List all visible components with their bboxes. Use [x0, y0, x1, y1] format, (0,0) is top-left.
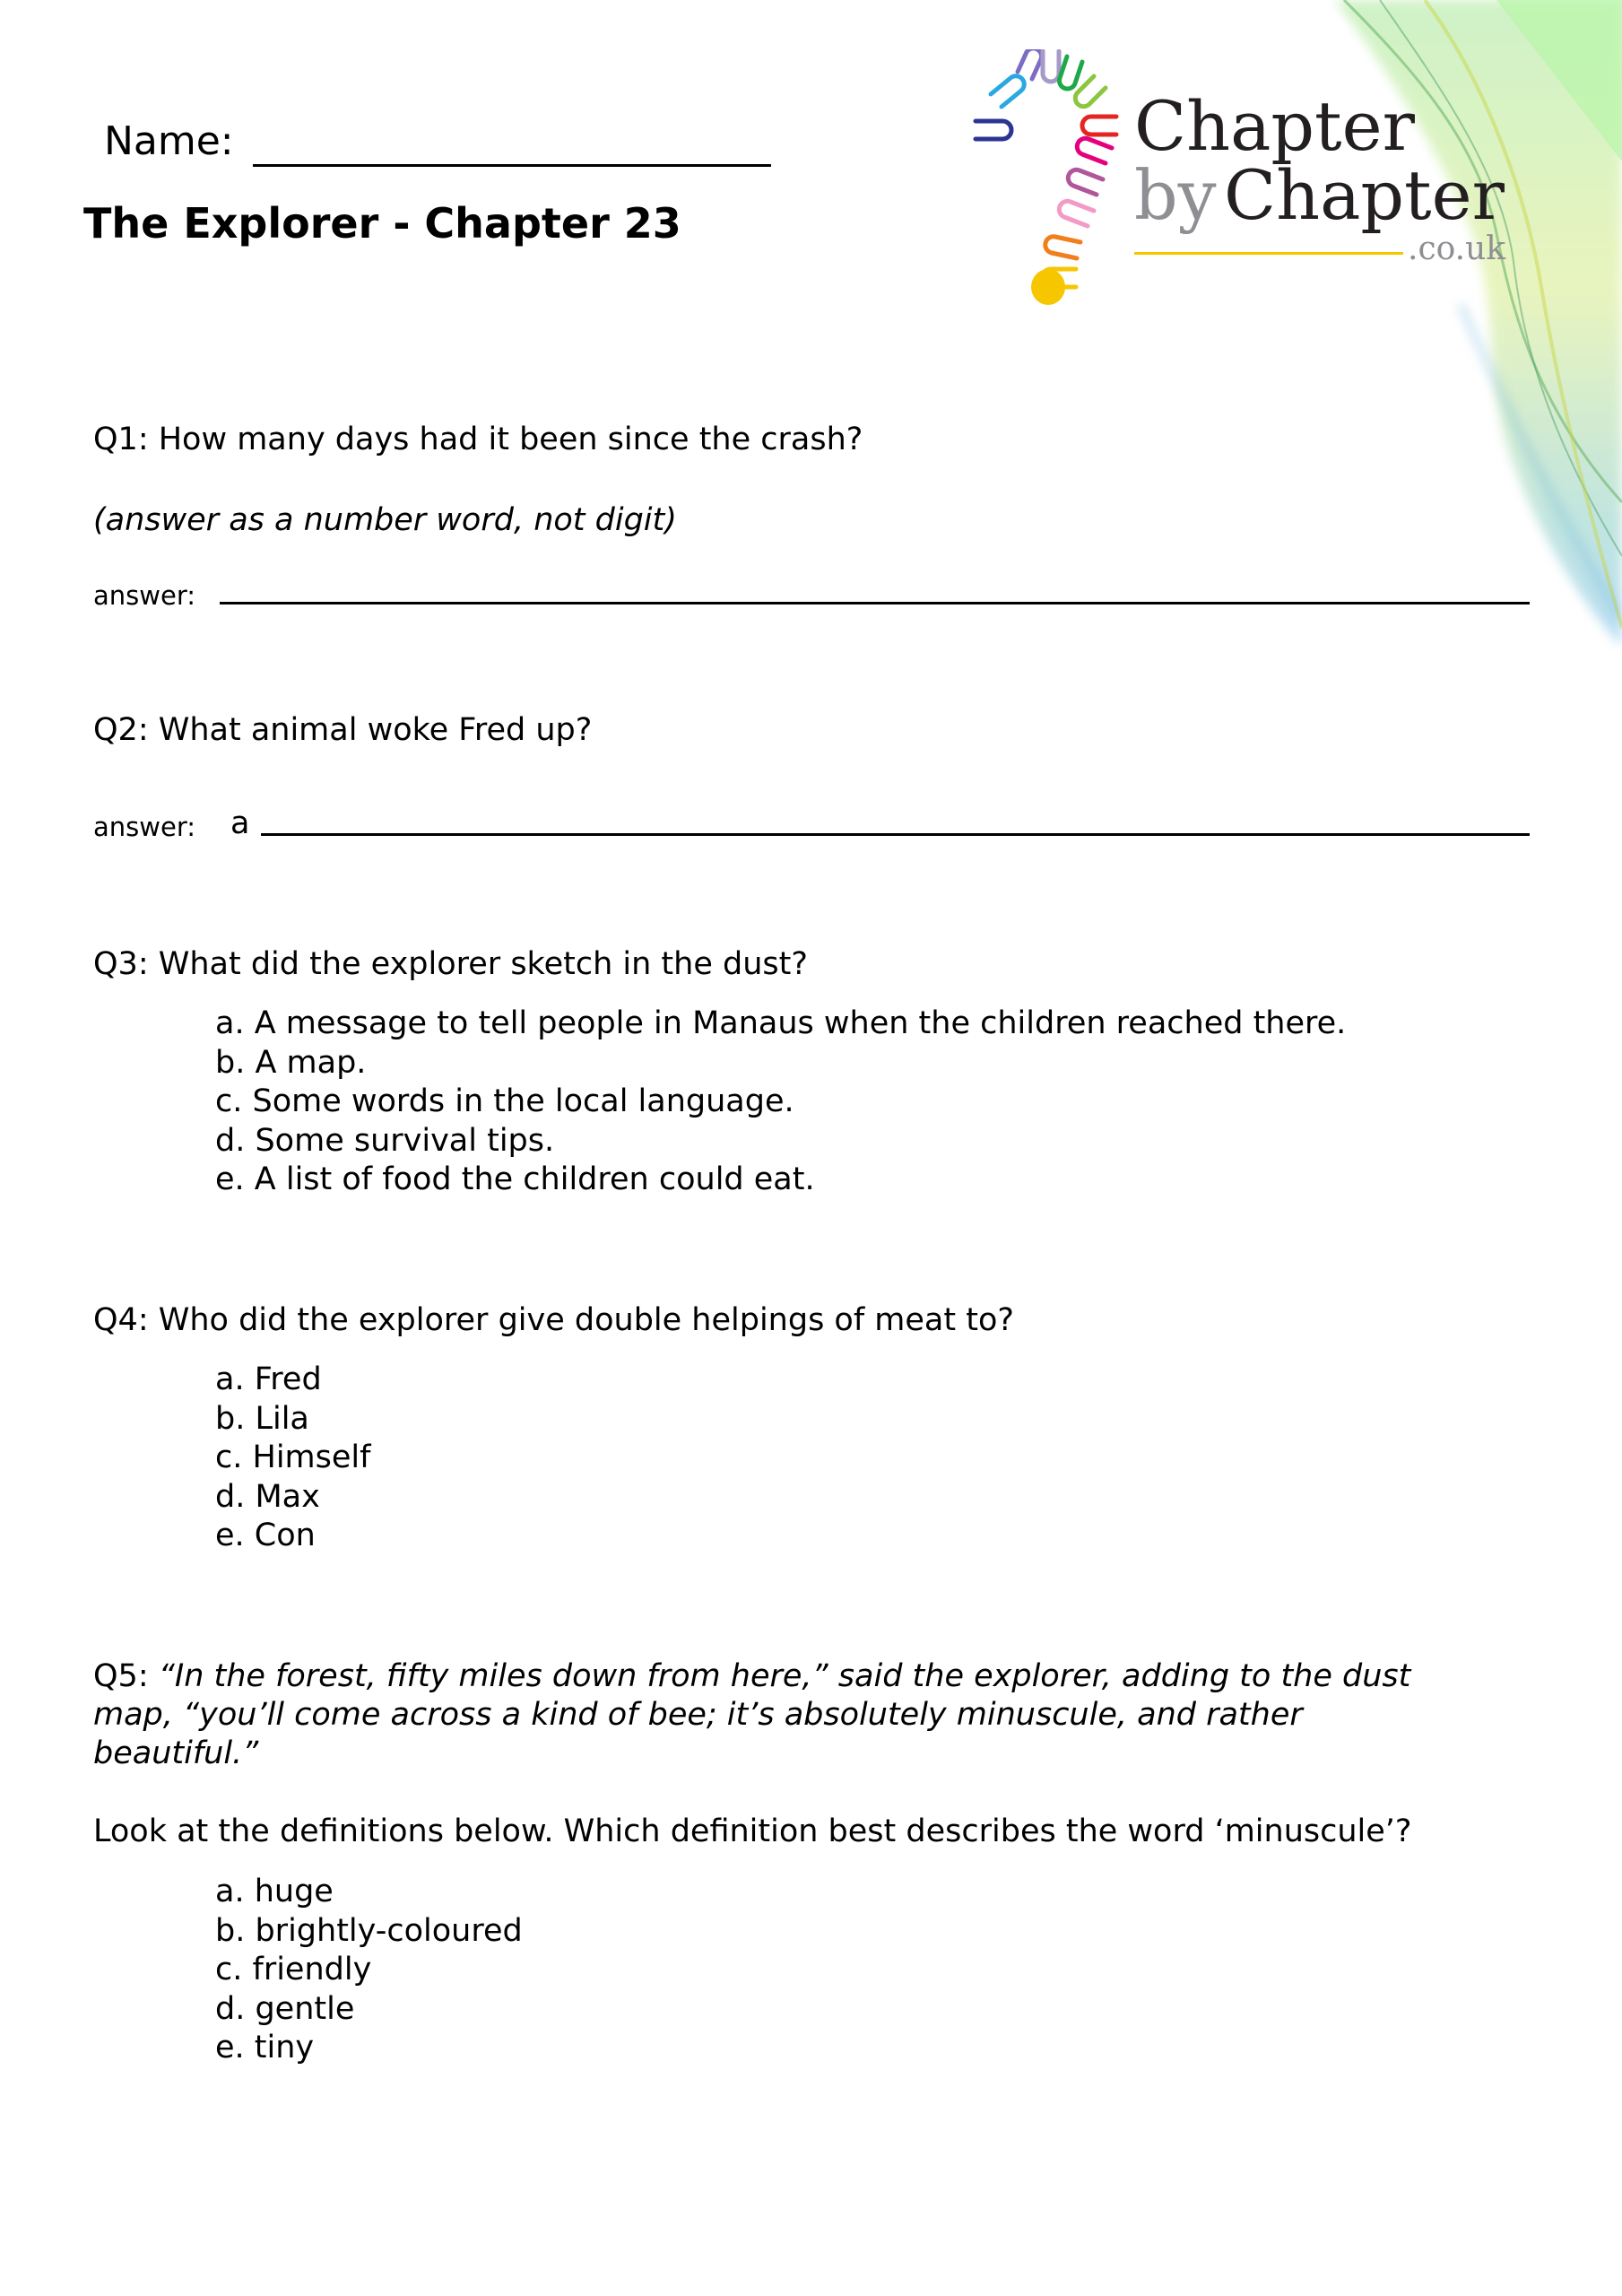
q1-answer-label: answer: — [93, 580, 196, 611]
q2-answer-prefix: a — [230, 805, 250, 841]
q5-quote-line-2: map, “you’ll come across a kind of bee; it’s absolutely minuscule, and rather — [93, 1697, 1303, 1733]
q5-option-a[interactable]: a. huge — [215, 1874, 334, 1909]
q3-label: Q3: What did the explorer sketch in the dust? — [93, 946, 808, 982]
q4-option-c[interactable]: c. Himself — [215, 1439, 371, 1475]
logo-dot — [1031, 269, 1065, 305]
logo-domain: .co.uk — [1408, 230, 1506, 267]
q5-option-d[interactable]: d. gentle — [215, 1990, 355, 2027]
q1-note: (answer as a number word, not digit) — [93, 502, 677, 538]
q5-quote-line-3: beautiful.” — [93, 1735, 259, 1771]
q3-option-e[interactable]: e. A list of food the children could eat. — [215, 1161, 815, 1197]
q5-options — [215, 1873, 523, 2068]
q4-option-a[interactable]: a. Fred — [215, 1361, 322, 1397]
q3-options — [215, 1004, 1346, 1200]
q3-option-d[interactable]: d. Some survival tips. — [215, 1122, 555, 1159]
name-label: Name: — [104, 118, 234, 164]
q3-option-b[interactable]: b. A map. — [215, 1044, 367, 1081]
logo-word-by: by — [1134, 155, 1217, 235]
q5-option-e[interactable]: e. tiny — [215, 2030, 315, 2066]
q4-label: Q4: Who did the explorer give double helpings of meat to? — [93, 1302, 1014, 1338]
q3-option-a[interactable]: a. A message to tell people in Manaus when the children reached there. — [215, 1005, 1347, 1041]
name-input-line[interactable] — [253, 164, 771, 167]
q4-option-d[interactable]: d. Max — [215, 1478, 320, 1515]
q5-quote-line-1: “In the forest, fifty miles down from here,” said the explorer, adding to the dust — [158, 1658, 1411, 1694]
logo-underline — [1134, 252, 1403, 255]
q5-option-c[interactable]: c. friendly — [215, 1952, 372, 1987]
chapter-by-chapter-logo — [968, 49, 1542, 318]
q1-answer-line[interactable] — [220, 602, 1530, 604]
q4-options — [215, 1361, 370, 1556]
logo-word-chapter: Chapter — [1134, 86, 1415, 166]
q4-option-e[interactable]: e. Con — [215, 1518, 316, 1553]
q1-label: Q1: How many days had it been since the crash? — [93, 422, 863, 457]
q2-answer-line[interactable] — [261, 833, 1530, 836]
q5-label: Look at the definitions below. Which definition best describes the word ‘minuscule’? — [93, 1813, 1412, 1849]
q5-prefix: Q5: — [93, 1658, 159, 1694]
logo-word-chapter-2: Chapter — [1224, 155, 1505, 235]
q4-option-b[interactable]: b. Lila — [215, 1400, 309, 1437]
q3-option-c[interactable]: c. Some words in the local language. — [215, 1083, 794, 1119]
q5-quote — [93, 1657, 1410, 1773]
q2-answer-label: answer: — [93, 812, 196, 842]
page-title: The Explorer - Chapter 23 — [83, 199, 681, 248]
q5-option-b[interactable]: b. brightly-coloured — [215, 1912, 523, 1949]
q2-label: Q2: What animal woke Fred up? — [93, 712, 593, 748]
